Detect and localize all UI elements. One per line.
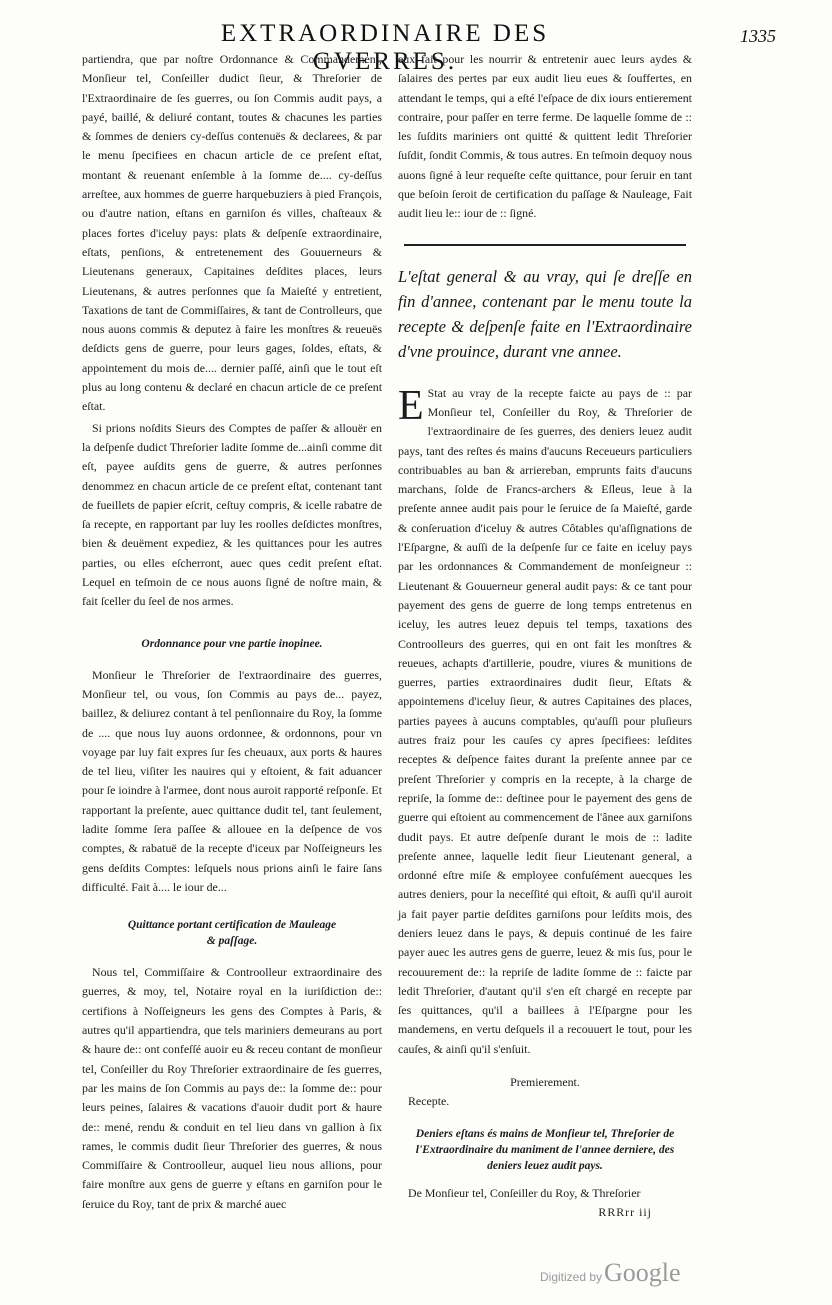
body-block xyxy=(398,384,692,1059)
right-column xyxy=(398,50,692,1222)
signature-mark: RRRrr iij xyxy=(598,1204,652,1219)
drop-cap: E xyxy=(398,382,424,429)
left-paragraph-1: partiendra, que par noſtre Ordonnance & Commandement, Monſieur tel, Conſeiller dudict ſieur, & Threſorier de l'Extraordinaire de ſes guerres, ou ſon Commis audit pays, a payé, baillé, & deliuré contant, toutes & chacunes les parties & ſommes de deniers cy-deſſus contenuës & declarees, & par le menu ſpecifiees en chacun article de ce preſent eſtat, montant & reuenant enſemble à la ſomme de.... cy-deſſus arreſtee, aux hommes de guerre harquebuziers à pied François, ou d'autre nation, eſtans en garniſon és villes, chaſteaux & places fortes d'iceluy pays: plats & deſpenſe extraordinaire, eſtats, penſions, & entretenement des Gouuerneurs & Lieutenans generaux, Capitaines deſdites places, leurs Lieutenans, & autres perſonnes que ſa Maieſté y entretient, Taxations de tant de Commiſſaires, & tant de Controlleurs, que nous auons commis & deputez à faire les monſtres & reueuës deſdicts gens de guerre, pour leurs gages, ſoldes, eſtats, & appointement du mois de.... dernier paſſé, ainſi que le tout eſt plus au long contenu & declaré en chacun article de ce preſent eſtat. xyxy=(82,52,382,414)
section-title: L'eſtat general & au vray, qui ſe dreſſe en fin d'annee, contenant par le menu toute la recepte & deſpenſe faite en l'Extraordinaire d'vne prouince, durant vne annee. xyxy=(398,266,692,361)
left-column xyxy=(82,50,382,1214)
divider-rule xyxy=(404,244,686,246)
watermark-prefix: Digitized by xyxy=(540,1270,603,1284)
right-paragraph-3: De Monſieur tel, Conſeiller du Roy, & Threſorier xyxy=(408,1185,641,1200)
right-paragraph-1: eux fait pour les nourrir & entretenir auec leurs aydes & ſalaires des pertes par eux audit lieu eues & ſouffertes, en attendant le temps, qui a eſté l'eſpace de dix iours entierement contraire, pour paſſer en terre ferme. De laquelle ſomme de :: les ſuſdits mariniers ont quitté & quittent ledit Threſorier ſuſdit, ſondit Commis, & tous autres. En teſmoin dequoy nous auons ſigné à leur requeſte ceſte quittance, pour ſeruir en tant que beſoin ſeroit de certification du paſſage & Nauleage, Fait audit lieu le:: iour de :: ſigné. xyxy=(398,52,692,221)
recepte-label: Recepte. xyxy=(408,1094,450,1109)
google-logo: Google xyxy=(604,1258,681,1287)
digitized-watermark xyxy=(540,1258,730,1292)
running-title: EXTRAORDINAIRE DES GVERRES. xyxy=(220,20,550,75)
section-heading-ordonnance: Ordonnance pour vne partie inopinee. xyxy=(141,637,323,650)
premierement-label: Premierement. xyxy=(510,1075,580,1090)
left-paragraph-4: Nous tel, Commiſſaire & Controolleur extraordinaire des guerres, & moy, tel, Notaire royal en la iuriſdiction de:: certifions à Noſſeigneurs les gens des Comptes à Paris, & autres qu'il appartiendra, que tels mariniers demeurans au port & haure de:: ont confeſſé auoir eu & receu contant de monſieur tel, Conſeiller du Roy Threſorier extraordinaire de ſes guerres, par les mains de ſon Commis au pays de:: la ſomme de:: pour leurs peines, ſalaires & vacations d'auoir dudit port & haure de:: mené, rendu & conduit en tel lieu dans vn gallion à ſix rames, le commis dudit ſieur Threſorier des guerres, & nous Commiſſaire & Controolleur, auquel lieu nous allions, pour faire monſtre aux gens de guerre y eſtans en garniſon pour le ſeruice du Roy, tant de prix & marché auec xyxy=(82,965,382,1211)
section-heading-quittance: Quittance portant certification de Mauleage & paſſage. xyxy=(127,919,337,948)
section-heading-deniers: Deniers eſtans és mains de Monſieur tel, Threſorier de l'Extraordinaire du maniment de l'annee derniere, des deniers leuez audit pays. xyxy=(415,1127,675,1172)
running-header xyxy=(0,20,832,75)
page-number: 1335 xyxy=(740,26,776,46)
right-paragraph-2: Stat au vray de la recepte faicte au pays de :: par Monſieur tel, Conſeiller du Roy, & Threſorier de l'extraordinaire de ſes guerres, des deniers leuez audit pays, tant des reſtes és mains d'aucuns Receueurs particuliers contribuables au ban & arriereban, emprunts faits d'aucuns marchans, ſolde de Francs-archers & Eſleus, leue à la preſente annee audit pais pour le ſeruice de ſa Maieſté, garde & conſeruation d'iceluy & autres Côtables qu'aſſignations de l'Eſpargne, & auſſi de la deſpenſe ſur ce faite en iceluy pays par les ordonnances & Commandement de monſeigneur :: Lieutenant & Gouuerneur general audit pays: & ce tant pour payement des gens de guerre de long temps entretenus en iceluy, les autres leuez depuis tel temps, taxations des Controolleurs des guerres, qui en ont fait les monſtres & reueues, achapts d'artillerie, poudre, viures & munitions de guerres, parties extraordinaires dudit ſieur, Eſtats & appointemens d'iceluy ſieur, & autres Capitaines des places, parties payees à aucuns comptables, qu'auſſi pour pluſieurs autres fraiz pour les cauſes cy apres ſpecifiees: leſdites receptes & deſpence faites durant la preſente annee par ce preſent Threſorier y compris en la recepte, à la charge de repriſe, la ſomme de:: deſtinee pour le payement des gens de guerre qui eſtoient au commencement de l'ânee aux garniſons dudit pays. Et autre deſpenſe durant le mois de :: ladite preſente annee, laquelle ledit ſieur Lieutenant general, a ordonné eſtre miſe & employee confuſément auecques les autres deniers, pour la neceſſité qui eſtoit, & auſſi qu'il auroit ja fait payer partie deſdites garniſons pour leſdits mois, des deniers leuez dans le pays, & depuis continué de les faire payer auec les autres gens de guerre, leuez & mis ſus, pour le recouurement de:: la repriſe de ladite ſomme de :: faicte par ledit Threſorier, d'autant qu'il s'en eſt chargé en recepte par ſes quittances, qu'il a baillees à l'Eſpargne pour les mandemens, en vertu deſquels il a recouuert le tout, pour les cauſes, & ainſi qu'il s'enſuit. xyxy=(398,385,692,1056)
left-paragraph-3: Monſieur le Threſorier de l'extraordinaire des guerres, Monſieur tel, ou vous, ſon Commis au pays de... payez, baillez, & deliurez contant à tel penſionnaire du Roy, la ſomme de .... que nous luy auons ordonnee, & ordonnons, pour vn voyage par luy fait expres ſur ſes cheuaux, aux ports & haures de tel lieu, viſiter les nauires qui y eſtoient, & fait aduancer pour ſe ioindre à l'armee, dont nous auroit rapporté reſponſe. Et rapportant la preſente, auec quittance dudit tel, tant ſeulement, ladite ſomme ſera paſſee & allouee en la deſpence de vos comptes, & rabatuë de la recepte d'iceux par Noſſeigneurs les gens deſdits Comptes: leſquels nous prions ainſi le faire ſans difficulté. Fait à.... le iour de... xyxy=(82,667,382,894)
left-paragraph-2: Si prions noſdits Sieurs des Comptes de paſſer & allouër en la deſpenſe dudict Threſorier ladite ſomme de...ainſi comme dit eſt, payee auſdits gens de guerre, & autres perſonnes denommez en chacun article de ce preſent eſtat, contenant tant de fueillets de papier eſcrit, ceſtuy compris, & icelle rabatre de ſa recepte, en rapportant par luy les roolles deſdictes monſtres, bien & deuëment expediez, & les quittances pour les autres parties, ou elles eſcherront, auec ques cedit preſent eſtat. Lequel en teſmoin de ce nous auons ſigné de noſtre main, & fait ſceller du ſeel de nos armes. xyxy=(82,420,382,609)
